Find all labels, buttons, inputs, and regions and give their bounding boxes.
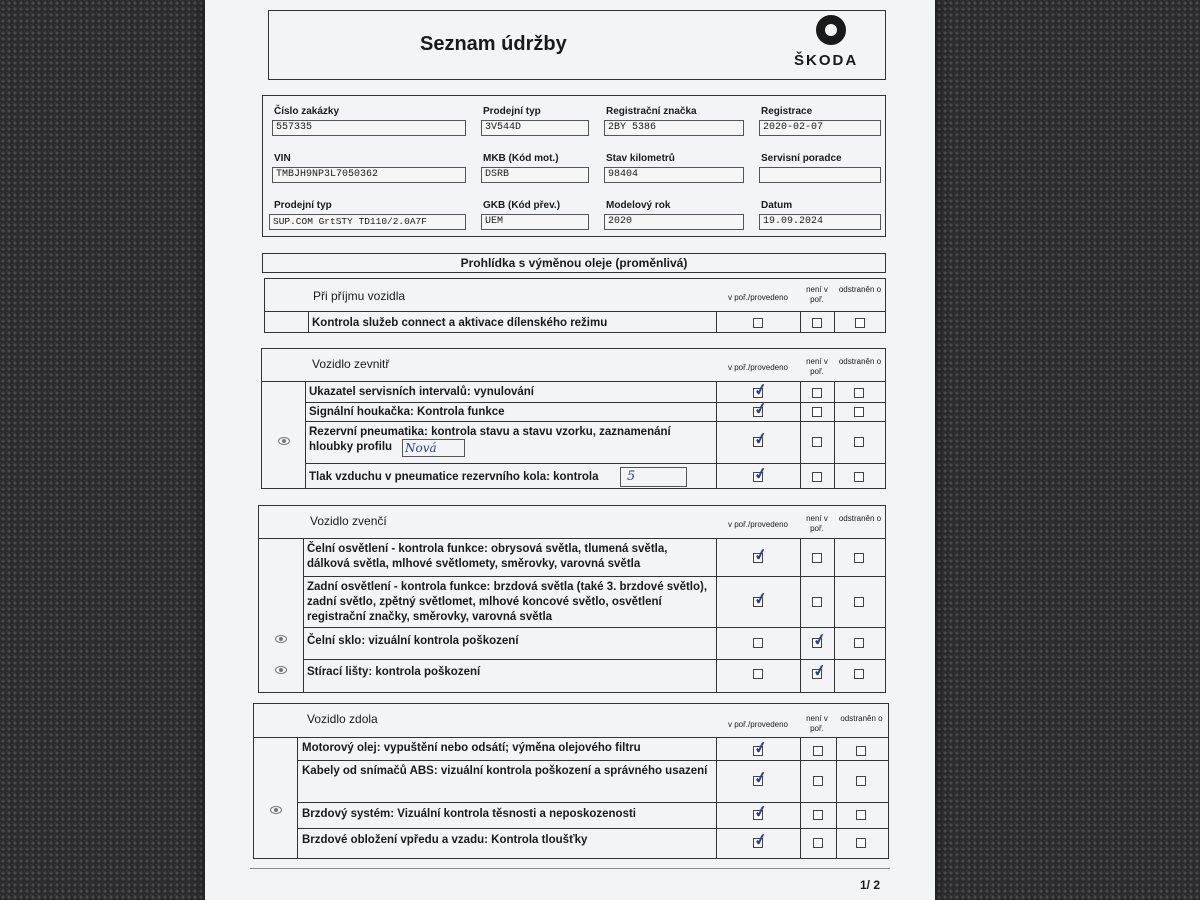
check-mark: ✓	[811, 661, 828, 682]
check-mark: ✓	[752, 738, 769, 759]
visual-check-icon	[278, 437, 290, 445]
saletype2-label: Prodejní typ	[274, 200, 332, 211]
header-box	[268, 10, 886, 80]
row-text: Motorový olej: vypuštění nebo odsátí; výměna olejového filtru	[302, 742, 641, 754]
check-mark: ✓	[752, 399, 769, 420]
row-text: Tlak vzduchu v pneumatice rezervního kola: kontrola	[309, 471, 599, 483]
gkb-field: UEM	[481, 214, 589, 230]
row-text: Signální houkačka: Kontrola funkce	[309, 406, 505, 418]
removed-checkbox[interactable]	[855, 318, 865, 328]
visual-check-icon	[275, 666, 287, 674]
date-label: Datum	[761, 200, 793, 211]
row-text: Čelní sklo: vizuální kontrola poškození	[307, 635, 519, 647]
tread-depth-note: Nová	[402, 439, 465, 457]
col-removed-header: odstraněn o	[838, 285, 882, 294]
section-underbody-title: Vozidlo zdola	[307, 712, 378, 726]
row-text: Stírací lišty: kontrola poškození	[307, 666, 481, 678]
row-text: Ukazatel servisních intervalů: vynulování	[309, 386, 534, 398]
check-mark: ✓	[752, 830, 769, 851]
row-text: Zadní osvětlení - kontrola funkce: brzdová světla (také 3. brzdové světlo), zadní světlo, zpětný světlomet, mlhové koncové světlo, osvětlení registrační značky, směrovky, varovná světla	[307, 581, 708, 623]
row-text: Rezervní pneumatika: kontrola stavu a stavu vzorku, zaznamenání hloubky profilu	[309, 426, 671, 453]
order-label: Číslo zakázky	[274, 106, 340, 117]
visual-check-icon	[270, 806, 282, 814]
check-mark: ✓	[752, 429, 769, 450]
vin-field: TMBJH9NP3L7050362	[272, 167, 466, 183]
plate-field: 2BY 5386	[604, 120, 744, 136]
col-notok-header: není v poř.	[806, 514, 828, 533]
year-field: 2020	[604, 214, 744, 230]
done-checkbox[interactable]	[753, 318, 763, 328]
section-exterior-title: Vozidlo zvenčí	[310, 514, 387, 528]
col-removed-header: odstraněn o	[840, 714, 883, 723]
date-field: 19.09.2024	[759, 214, 881, 230]
advisor-label: Servisní poradce	[761, 153, 842, 164]
row-text: Brzdové obložení vpředu a vzadu: Kontrola tloušťky	[302, 834, 588, 846]
order-field: 557335	[272, 120, 466, 136]
col-notok-header: není v poř.	[806, 357, 828, 376]
saletype-field: 3V544D	[481, 120, 589, 136]
check-mark: ✓	[752, 380, 769, 401]
col-removed-header: odstraněn o	[838, 514, 882, 523]
col-done-header: v poř./provedeno	[727, 720, 789, 729]
check-mark: ✓	[752, 545, 769, 566]
page-title: Seznam údržby	[420, 33, 567, 55]
gkb-label: GKB (Kód přev.)	[483, 200, 561, 211]
registration-label: Registrace	[761, 106, 813, 117]
check-mark: ✓	[752, 589, 769, 610]
saletype-label: Prodejní typ	[483, 106, 541, 117]
plate-label: Registrační značka	[606, 106, 697, 117]
section-interior-title: Vozidlo zevnitř	[312, 357, 390, 371]
row-text: Kontrola služeb connect a aktivace dílenského režimu	[312, 317, 608, 329]
col-removed-header: odstraněn o	[838, 357, 882, 366]
row-text: Čelní osvětlení - kontrola funkce: obrysová světla, tlumená světla, dálková světla, mlhové světlomety, směrovky, varovná světla	[307, 543, 668, 570]
check-mark: ✓	[752, 464, 769, 485]
page-number: 1/ 2	[860, 878, 881, 892]
check-mark: ✓	[752, 802, 769, 823]
row-text: Brzdový systém: Vizuální kontrola těsnosti a neposkozenosti	[302, 808, 637, 820]
notok-checkbox[interactable]	[812, 318, 822, 328]
year-label: Modelový rok	[606, 200, 671, 211]
row-text: Kabely od snímačů ABS: vizuální kontrola poškození a správného usazení	[302, 765, 708, 777]
saletype2-field: SUP.COM GrtSTY TD110/2.0A7F	[269, 214, 466, 230]
col-done-header: v poř./provedeno	[727, 363, 789, 372]
km-field: 98404	[604, 167, 744, 183]
vin-label: VIN	[274, 153, 291, 164]
col-notok-header: není v poř.	[806, 714, 828, 733]
registration-field: 2020-02-07	[759, 120, 881, 136]
brand-name: ŠKODA	[794, 52, 859, 69]
skoda-logo-icon	[816, 15, 846, 45]
advisor-field	[759, 167, 881, 183]
km-label: Stav kilometrů	[606, 153, 675, 164]
pressure-note: 5	[620, 467, 687, 487]
visual-check-icon	[275, 635, 287, 643]
check-mark: ✓	[811, 630, 828, 651]
col-done-header: v poř./provedeno	[727, 293, 789, 302]
check-mark: ✓	[752, 768, 769, 789]
mkb-field: DSRB	[481, 167, 589, 183]
inspection-title: Prohlídka s výměnou oleje (proměnlivá)	[460, 256, 688, 270]
col-done-header: v poř./provedeno	[727, 520, 789, 529]
inspection-title-box	[262, 253, 886, 273]
section-reception-title: Při příjmu vozidla	[313, 289, 406, 303]
mkb-label: MKB (Kód mot.)	[483, 153, 559, 164]
col-notok-header: není v poř.	[806, 285, 828, 304]
